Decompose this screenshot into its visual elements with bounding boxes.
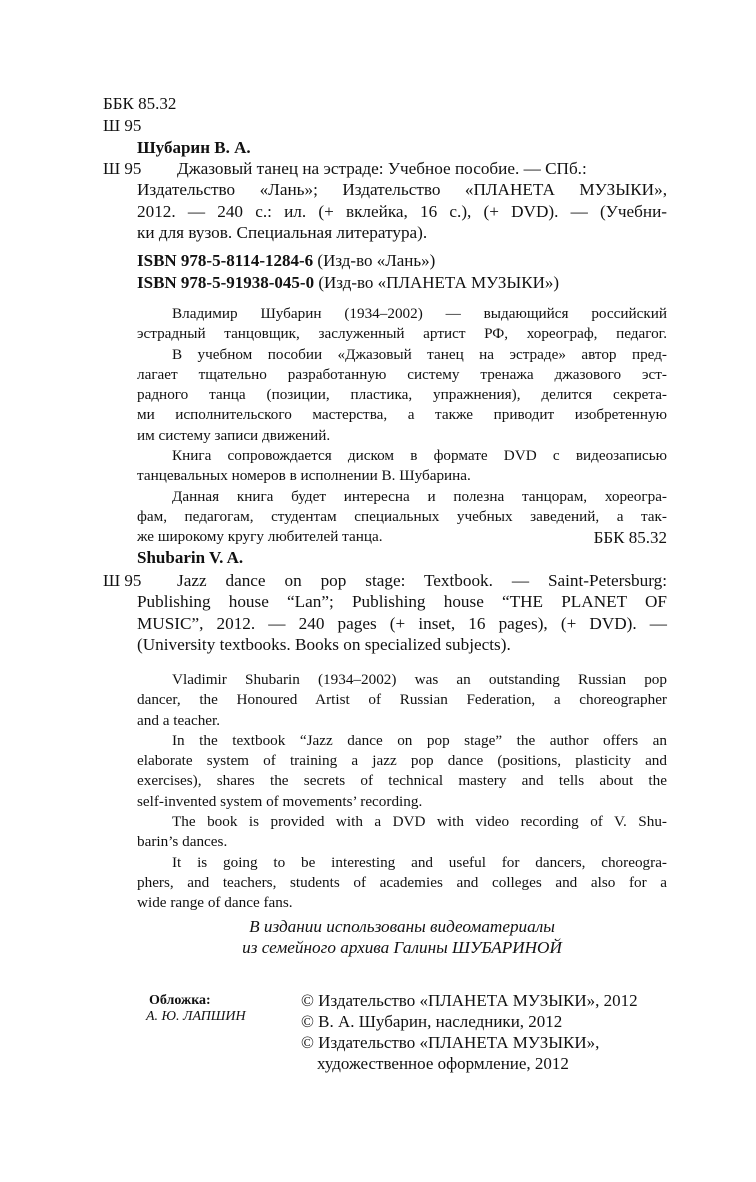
annotation-line: же широкому кругу любителей танца. xyxy=(137,528,383,546)
copyright-line: © Издательство «ПЛАНЕТА МУЗЫКИ», xyxy=(301,1033,600,1052)
annotation-ru xyxy=(137,304,667,548)
annotation-line: радного танца (позиции, пластика, упражнения), делится секрета- xyxy=(137,386,667,404)
isbn-note: (Изд-во «Лань») xyxy=(317,251,436,270)
author-en: Shubarin V. A. xyxy=(137,548,244,567)
annotation-line: эстрадный танцовщик, заслуженный артист РФ, хореограф, педагог. xyxy=(137,325,667,343)
annotation-line: and a teacher. xyxy=(137,711,221,729)
annotation-line: wide range of dance fans. xyxy=(137,894,293,912)
annotation-line: elaborate system of training a jazz pop dance (positions, plasticity and xyxy=(137,752,667,770)
isbn-note: (Изд-во «ПЛАНЕТА МУЗЫКИ») xyxy=(318,273,560,292)
cover-artist: А. Ю. ЛАПШИН xyxy=(146,1009,246,1024)
annotation-line: exercises), shares the secrets of technical mastery and tells about the xyxy=(137,772,667,790)
bib-line: Jazz dance on pop stage: Textbook. — Saint-Petersburg: xyxy=(177,571,667,590)
annotation-line: Данная книга будет интересна и полезна танцорам, хореогра- xyxy=(172,487,667,505)
annotation-line: им систему записи движений. xyxy=(137,426,331,444)
annotation-line: phers, and teachers, students of academies and colleges and also for a xyxy=(137,873,667,891)
bbk-code-right: ББК 85.32 xyxy=(593,528,667,547)
annotation-line: barin’s dances. xyxy=(137,833,228,851)
annotation-line: Книга сопровождается диском в формате DVD с видеозаписью xyxy=(172,447,667,465)
annotation-line: Владимир Шубарин (1934–2002) — выдающийся российский xyxy=(172,305,667,322)
archive-note-line: В издании использованы видеоматериалы xyxy=(249,917,555,936)
annotation-line: ми исполнительского мастерства, а также приводит изобретенную xyxy=(137,406,667,424)
author-ru: Шубарин В. А. xyxy=(137,138,251,157)
annotation-line: dancer, the Honoured Artist of Russian Federation, a choreographer xyxy=(137,691,667,709)
annotation-line: В учебном пособии «Джазовый танец на эстраде» автор пред- xyxy=(172,345,667,363)
isbn-number: ISBN 978-5-91938-045-0 xyxy=(137,273,315,292)
isbn-row xyxy=(137,250,559,271)
cutter-code-top: Ш 95 xyxy=(103,116,142,135)
annotation-line: In the textbook “Jazz dance on pop stage” the author offers an xyxy=(172,731,667,749)
annotation-line: It is going to be interesting and useful for dancers, choreogra- xyxy=(172,853,667,871)
cutter-en: Ш 95 xyxy=(103,571,142,590)
bib-description-en xyxy=(137,570,667,656)
annotation-en xyxy=(137,670,667,914)
bib-line: MUSIC”, 2012. — 240 pages (+ inset, 16 pages), (+ DVD). — xyxy=(137,613,667,633)
cover-label: Обложка: xyxy=(149,993,211,1008)
annotation-line: лагает тщательно разработанную систему тренажа джазового эст- xyxy=(137,365,667,383)
archive-note xyxy=(137,916,667,959)
annotation-line: фам, педагогам, студентам специальных учебных заведений, а так- xyxy=(137,507,667,525)
copyright-line: © В. А. Шубарин, наследники, 2012 xyxy=(301,1012,563,1031)
archive-note-line: из семейного архива Галины ШУБАРИНОЙ xyxy=(242,938,562,958)
annotation-line: танцевальных номеров в исполнении В. Шубарина. xyxy=(137,467,471,485)
isbn-row xyxy=(137,272,559,293)
bib-line: 2012. — 240 с.: ил. (+ вклейка, 16 с.), (+ DVD). — (Учебни- xyxy=(137,201,667,221)
bib-line: ки для вузов. Специальная литература). xyxy=(137,223,428,243)
copyright-line: © Издательство «ПЛАНЕТА МУЗЫКИ», 2012 xyxy=(301,991,638,1010)
isbn-number: ISBN 978-5-8114-1284-6 xyxy=(137,251,314,270)
copyright-line: художественное оформление, 2012 xyxy=(317,1054,569,1073)
copyright-block xyxy=(301,990,638,1074)
bbk-code-top: ББК 85.32 xyxy=(103,94,177,113)
bib-line: (University textbooks. Books on specialized subjects). xyxy=(137,635,511,655)
annotation-line: Vladimir Shubarin (1934–2002) was an outstanding Russian pop xyxy=(172,671,667,688)
cutter-ru: Ш 95 xyxy=(103,159,142,178)
annotation-line: The book is provided with a DVD with video recording of V. Shu- xyxy=(172,813,667,831)
bib-line: Publishing house “Lan”; Publishing house “THE PLANET OF xyxy=(137,592,667,612)
bib-description-ru xyxy=(137,158,667,244)
bib-line: Джазовый танец на эстраде: Учебное пособие. — СПб.: xyxy=(177,159,587,178)
isbn-block xyxy=(137,250,559,293)
annotation-line: self-invented system of movements’ recording. xyxy=(137,792,423,810)
bib-line: Издательство «Лань»; Издательство «ПЛАНЕТА МУЗЫКИ», xyxy=(137,180,667,200)
